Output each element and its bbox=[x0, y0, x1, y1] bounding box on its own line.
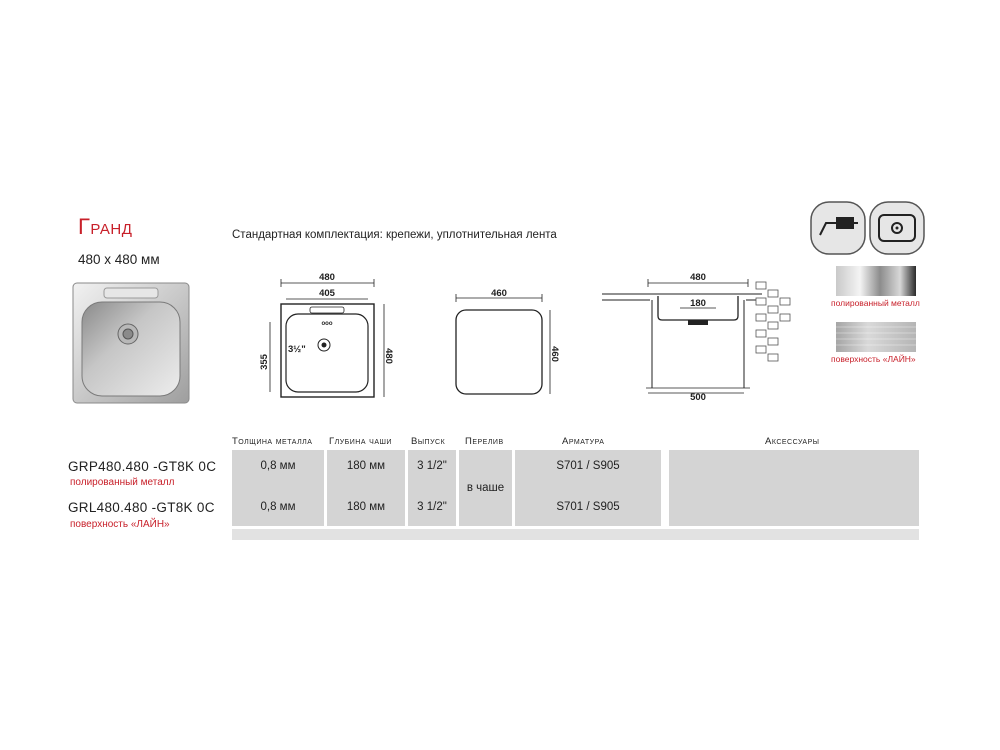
dim-cabinet: 500 bbox=[690, 392, 706, 403]
overflow-shared: в чаше bbox=[466, 482, 505, 494]
header-thickness: Толщина металла bbox=[232, 436, 313, 447]
standard-kit-text: Стандартная комплектация: крепежи, уплотнительная лента bbox=[232, 229, 557, 241]
overflow-mark: ooo bbox=[321, 321, 333, 327]
row2-thickness: 0,8 мм bbox=[260, 501, 296, 513]
row1-depth: 180 мм bbox=[346, 460, 386, 472]
dim-top-inner: 405 bbox=[319, 288, 335, 299]
sink-photo bbox=[72, 282, 190, 404]
section-drawing bbox=[602, 272, 802, 404]
sink-bowl-icon bbox=[869, 201, 925, 255]
dim-cutout-width: 460 bbox=[491, 288, 507, 299]
top-view-drawing bbox=[259, 272, 394, 404]
row1-fittings: S701 / S905 bbox=[556, 460, 620, 472]
cutout-drawing bbox=[448, 288, 558, 400]
dim-left: 355 bbox=[259, 354, 270, 370]
dim-section-depth: 180 bbox=[690, 298, 706, 309]
row1-finish: полированный металл bbox=[70, 477, 175, 488]
dim-cutout-height: 460 bbox=[549, 346, 560, 362]
product-title: Гранд bbox=[78, 214, 133, 239]
polished-swatch-label: полированный металл bbox=[831, 298, 920, 308]
mount-type-icon bbox=[810, 201, 866, 255]
line-swatch-label: поверхность «ЛАЙН» bbox=[831, 354, 916, 364]
header-accessories: Аксессуары bbox=[765, 436, 820, 447]
line-swatch bbox=[836, 322, 916, 352]
row2-fittings: S701 / S905 bbox=[556, 501, 620, 513]
row1-thickness: 0,8 мм bbox=[260, 460, 296, 472]
header-overflow: Перелив bbox=[465, 436, 504, 447]
row2-model: GRL480.480 -GT8K 0C bbox=[68, 500, 215, 515]
row2-finish: поверхность «ЛАЙН» bbox=[70, 519, 170, 530]
dim-right: 480 bbox=[383, 348, 394, 364]
polished-swatch bbox=[836, 266, 916, 296]
row1-model: GRP480.480 -GT8K 0C bbox=[68, 459, 217, 474]
cell-accessories bbox=[669, 450, 919, 526]
row2-outlet: 3 1/2" bbox=[417, 501, 447, 513]
drain-size: 3½" bbox=[288, 344, 306, 355]
header-depth: Глубина чаши bbox=[329, 436, 392, 447]
row1-outlet: 3 1/2" bbox=[417, 460, 447, 472]
product-size: 480 x 480 мм bbox=[78, 252, 160, 267]
header-outlet: Выпуск bbox=[411, 436, 446, 447]
header-fittings: Арматура bbox=[562, 436, 605, 447]
row2-depth: 180 мм bbox=[346, 501, 386, 513]
table-footer-band bbox=[232, 529, 919, 540]
dim-top-outer: 480 bbox=[319, 272, 335, 283]
dim-section-width: 480 bbox=[690, 272, 706, 283]
